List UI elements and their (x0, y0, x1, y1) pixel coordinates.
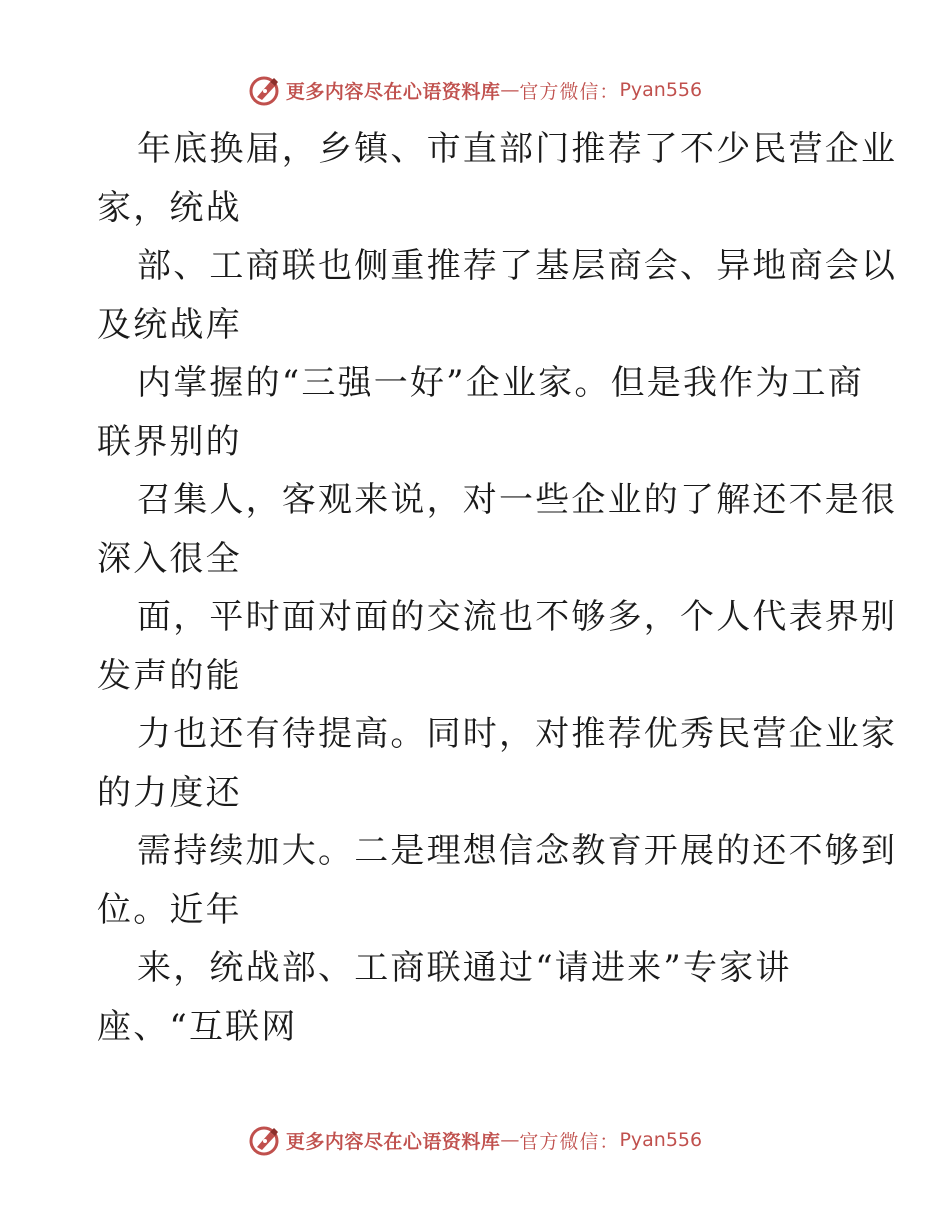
paragraph (97, 939, 857, 1056)
pen-nib-logo-icon (248, 1123, 282, 1157)
watermark-sub-text: 官方微信： (519, 1130, 620, 1153)
line: 座、“互联网 (97, 1006, 298, 1047)
line: 来，统战部、工商联通过“请进来”专家讲 (137, 948, 792, 988)
line: 的力度还 (97, 772, 242, 813)
paragraph (97, 354, 864, 471)
line: 需持续加大。二是理想信念教育开展的还不够到 (137, 831, 898, 871)
line: 召集人，客观来说，对一些企业的了解还不是很 (137, 480, 898, 520)
paragraph (97, 471, 898, 588)
watermark-main-text: 更多内容尽在心语资料库 (285, 1130, 501, 1153)
line: 联界别的 (97, 421, 242, 462)
line: 及统战库 (97, 304, 242, 345)
paragraph (97, 705, 898, 822)
line: 内掌握的“三强一好”企业家。但是我作为工商 (137, 363, 864, 403)
watermark-wechat-id: Pyan556 (619, 79, 703, 101)
line: 家，统战 (97, 187, 242, 228)
document-body (97, 120, 898, 1056)
watermark-sub-text: 官方微信： (519, 80, 620, 103)
watermark-main-text: 更多内容尽在心语资料库 (285, 80, 501, 103)
paragraph (97, 822, 898, 939)
watermark-dash: — (500, 79, 520, 101)
paragraph (97, 237, 898, 354)
watermark-dash: — (500, 1129, 520, 1151)
line: 位。近年 (97, 889, 242, 930)
line: 深入很全 (97, 538, 242, 579)
footer-watermark (0, 1120, 950, 1160)
paragraph (97, 588, 898, 705)
line: 力也还有待提高。同时，对推荐优秀民营企业家 (137, 714, 898, 754)
header-watermark (0, 70, 950, 110)
paragraph (97, 120, 898, 237)
line: 面，平时面对面的交流也不够多，个人代表界别 (137, 597, 898, 637)
line: 年底换届，乡镇、市直部门推荐了不少民营企业 (137, 129, 898, 169)
line: 发声的能 (97, 655, 242, 696)
watermark-wechat-id: Pyan556 (619, 1129, 703, 1151)
line: 部、工商联也侧重推荐了基层商会、异地商会以 (137, 246, 898, 286)
pen-nib-logo-icon (248, 73, 282, 107)
